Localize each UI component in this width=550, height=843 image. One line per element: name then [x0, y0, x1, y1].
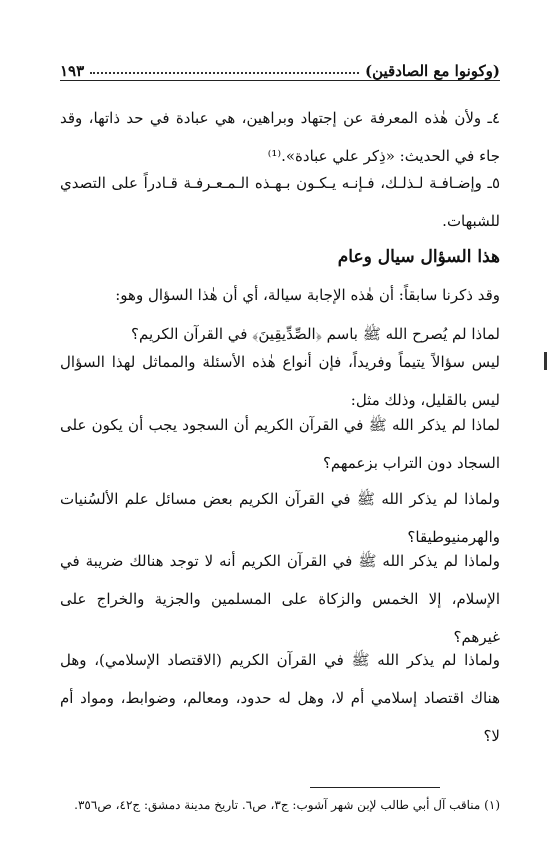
- header-dot-leader: [90, 72, 359, 74]
- body-paragraph: وقد ذكرنا سابقاً: أن هٰذه الإجابة سيالة، أي أن هٰذا السؤال وهو:: [115, 286, 500, 304]
- question-paragraph: لماذا لم يُصرح الله ﷺ باسم ﴿الصِّدِّيقِينَ﴾ في القرآن الكريم؟: [131, 325, 500, 343]
- footnote-separator: [310, 787, 440, 788]
- footnote: (١) مناقب آل أبي طالب لإبن شهر آشوب: ج٣، ص٦. تاريخ مدينة دمشق: ج٤٢، ص٣٥٦.: [74, 798, 500, 812]
- question-paragraph: ولماذا لم يذكر الله ﷺ في القرآن الكريم أنه لا توجد هنالك ضريبة في الإسلام، إلا الخمس والزكاة على المسلمين والجزية والخراج على غيرهم؟: [60, 552, 500, 646]
- question-paragraph: ولماذا لم يذكر الله ﷺ في القرآن الكريم (الاقتصاد الإسلامي)، وهل هناك اقتصاد إسلامي أم لا، وهل له حدود، ومعالم، وضوابط، ومواد أم لا؟: [60, 651, 500, 745]
- margin-mark: [544, 352, 547, 370]
- body-paragraph: ليس سؤالاً يتيماً وفريداً، فإن أنواع هٰذه الأسئلة والمماثل لهذا السؤال ليس بالقليل، وذلك مثل:: [60, 353, 500, 409]
- numbered-point-4: ٤ـ ولأن هٰذه المعرفة عن إجتهاد وبراهين، هي عبادة في حد ذاتها، وقد جاء في الحديث: «ذِكر علي عبادة».⁽¹⁾: [60, 109, 500, 165]
- section-heading: هذا السؤال سيال وعام: [337, 247, 500, 267]
- question-paragraph: لماذا لم يذكر الله ﷺ في القرآن الكريم أن السجود يجب أن يكون على السجاد دون التراب بزعمهم؟: [60, 416, 500, 472]
- header-title: (وكونوا مع الصادقين): [365, 62, 500, 80]
- running-header: [60, 56, 500, 81]
- question-paragraph: ولماذا لم يذكر الله ﷺ في القرآن الكريم بعض مسائل علم الألسُنيات والهرمنيوطيقا؟: [60, 490, 500, 546]
- page-number: ١٩٣: [60, 62, 85, 80]
- numbered-point-5: ٥ـ وإضـافـة لـذلـك، فـإنـه يـكـون بـهـذه الـمـعـرفـة قـادراً على التصدي للشبهات.: [60, 174, 500, 230]
